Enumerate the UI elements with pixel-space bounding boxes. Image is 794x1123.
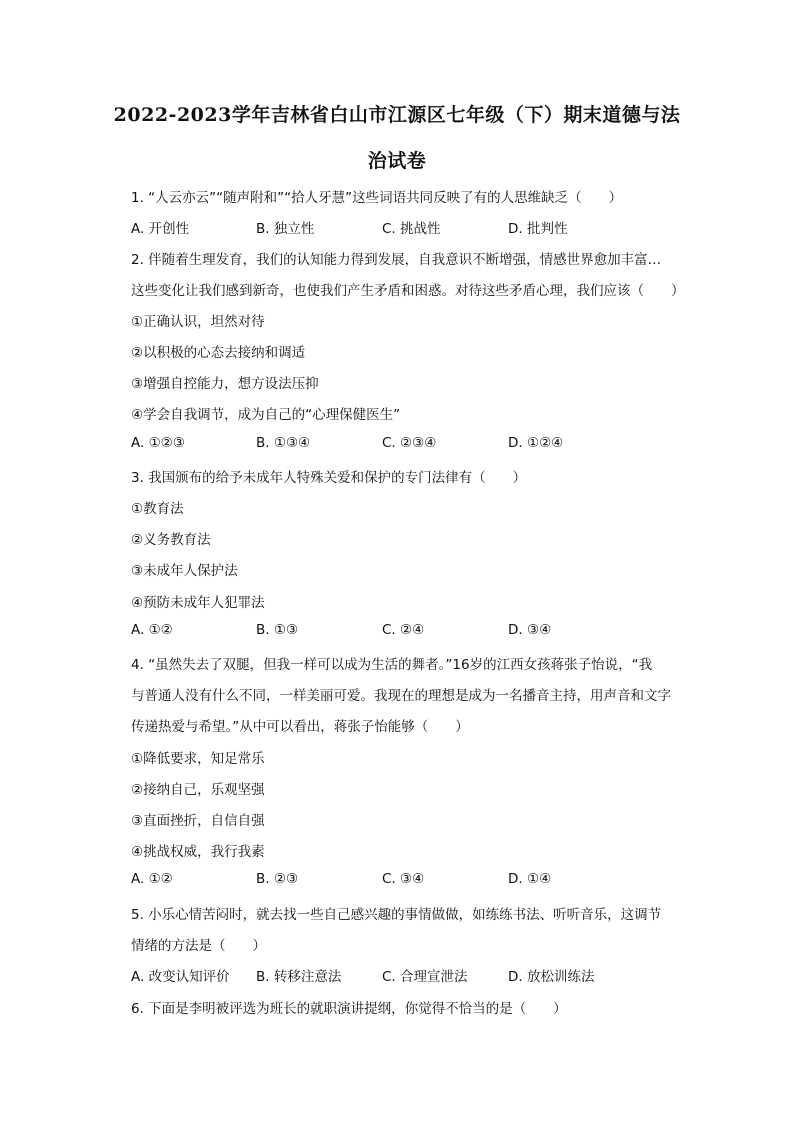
option-d: D. ①④ — [508, 871, 552, 887]
question-6-stem: 6. 下面是李明被评选为班长的就职演讲提纲，你觉得不恰当的是（ ） — [131, 1001, 567, 1017]
option-a: A. 改变认知评价 — [131, 969, 230, 985]
question-2-item-4: ④学会自我调节，成为自己的“心理保健医生” — [131, 407, 401, 423]
option-c: C. ②③④ — [382, 435, 437, 451]
question-5-options — [131, 965, 691, 985]
question-4-item-2: ②接纳自己，乐观坚强 — [131, 782, 265, 798]
question-4-item-3: ③直面挫折，自信自强 — [131, 813, 265, 829]
question-3-options — [131, 622, 691, 642]
option-d: D. ①②④ — [508, 435, 564, 451]
option-a: A. ①② — [131, 622, 173, 638]
question-1-stem: 1. “人云亦云”“随声附和”“拾人牙慧”这些词语共同反映了有的人思维缺乏（ ） — [131, 190, 623, 206]
question-1-options — [131, 217, 691, 237]
question-5-stem-line-1: 5. 小乐心情苦闷时，就去找一些自己感兴趣的事情做做，如练练书法、听听音乐，这调节 — [131, 907, 662, 923]
paper-title-line-1: 2022-2023学年吉林省白山市江源区七年级（下）期末道德与法 — [113, 104, 681, 126]
option-b: B. 转移注意法 — [256, 969, 342, 985]
option-c: C. 挑战性 — [382, 221, 441, 237]
option-b: B. 独立性 — [256, 221, 315, 237]
question-3-item-3: ③未成年人保护法 — [131, 563, 238, 579]
question-4-options — [131, 871, 691, 891]
option-d: D. 批判性 — [508, 221, 568, 237]
question-3-item-1: ①教育法 — [131, 501, 184, 517]
option-c: C. ②④ — [382, 622, 425, 638]
question-4-item-1: ①降低要求，知足常乐 — [131, 751, 265, 767]
option-c: C. 合理宣泄法 — [382, 969, 468, 985]
option-a: A. ①②③ — [131, 435, 185, 451]
question-2-item-1: ①正确认识，坦然对待 — [131, 314, 265, 330]
option-c: C. ③④ — [382, 871, 425, 887]
question-4-item-4: ④挑战权威，我行我素 — [131, 844, 265, 860]
question-3-item-2: ②义务教育法 — [131, 532, 211, 548]
question-5-stem-line-2: 情绪的方法是（ ） — [131, 938, 266, 954]
option-b: B. ①③ — [256, 622, 299, 638]
question-4-stem-line-3: 传递热爱与希望。”从中可以看出，蒋张子怡能够（ ） — [131, 719, 469, 735]
question-2-item-2: ②以积极的心态去接纳和调适 — [131, 345, 306, 361]
option-b: B. ②③ — [256, 871, 299, 887]
question-4-stem-line-1: 4. “虽然失去了双腿，但我一样可以成为生活的舞者。”16岁的江西女孩蒋张子怡说，“我 — [131, 657, 653, 673]
option-d: D. ③④ — [508, 622, 552, 638]
question-3-stem: 3. 我国颁布的给予未成年人特殊关爱和保护的专门法律有（ ） — [131, 470, 527, 486]
question-4-stem-line-2: 与普通人没有什么不同，一样美丽可爱。我现在的理想是成为一名播音主持，用声音和文字 — [131, 688, 671, 704]
question-2-stem-line-2: 这些变化让我们感到新奇，也使我们产生矛盾和困惑。对待这些矛盾心理，我们应该（ ） — [131, 283, 685, 299]
option-a: A. 开创性 — [131, 221, 190, 237]
question-3-item-4: ④预防未成年人犯罪法 — [131, 595, 265, 611]
question-2-options — [131, 435, 691, 455]
question-2-stem-line-1: 2. 伴随着生理发育，我们的认知能力得到发展，自我意识不断增强，情感世界愈加丰富… — [131, 252, 662, 268]
question-2-item-3: ③增强自控能力，想方设法压抑 — [131, 376, 319, 392]
paper-title-line-2: 治试卷 — [367, 150, 427, 172]
option-a: A. ①② — [131, 871, 173, 887]
option-b: B. ①③④ — [256, 435, 311, 451]
option-d: D. 放松训练法 — [508, 969, 595, 985]
